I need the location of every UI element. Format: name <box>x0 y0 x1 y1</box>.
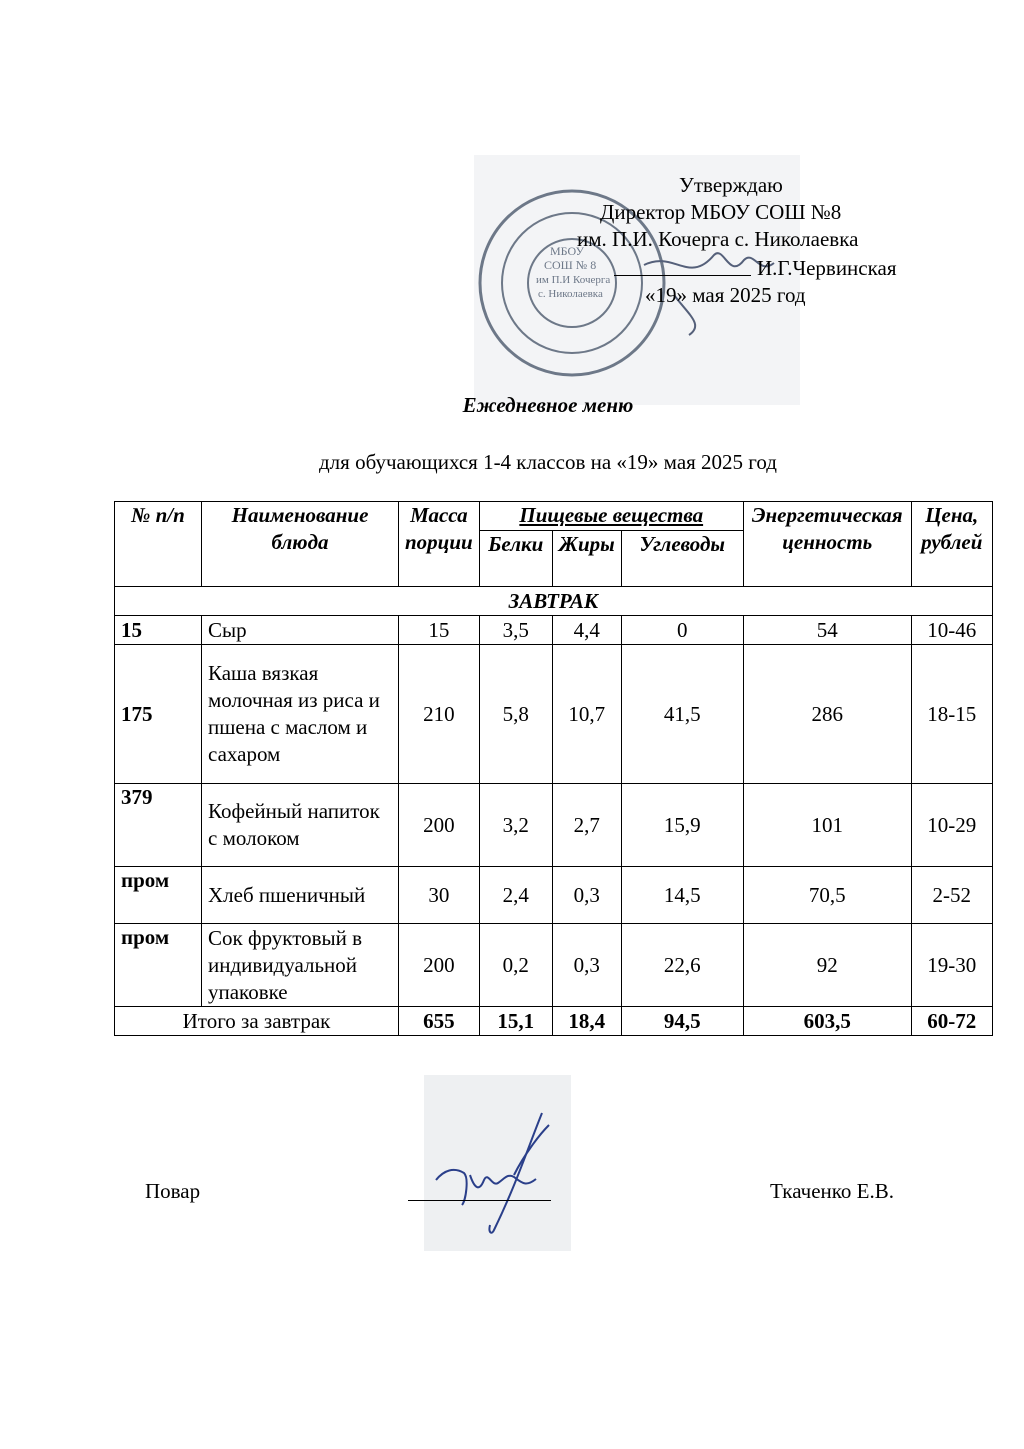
row-num: пром <box>115 867 202 924</box>
row-protein: 2,4 <box>479 867 552 924</box>
signature-line <box>614 275 751 276</box>
total-price: 60-72 <box>911 1007 992 1036</box>
row-energy: 92 <box>743 924 911 1007</box>
approval-position: Директор МБОУ СОШ №8 <box>600 200 842 224</box>
row-dish-name: Сыр <box>202 616 399 645</box>
row-fat: 0,3 <box>552 924 621 1007</box>
row-energy: 54 <box>743 616 911 645</box>
row-mass: 30 <box>399 867 480 924</box>
row-mass: 15 <box>399 616 480 645</box>
approval-school: им. П.И. Кочерга с. Николаевка <box>577 227 859 251</box>
row-dish-name: Каша вязкая молочная из риса и пшена с маслом и сахаром <box>202 645 399 784</box>
row-mass: 200 <box>399 924 480 1007</box>
table-row <box>115 645 993 784</box>
row-carbs: 0 <box>621 616 743 645</box>
menu-table <box>114 501 993 1036</box>
header-fat: Жиры <box>552 531 621 587</box>
row-dish-name: Хлеб пшеничный <box>202 867 399 924</box>
row-energy: 70,5 <box>743 867 911 924</box>
header-protein: Белки <box>479 531 552 587</box>
row-carbs: 14,5 <box>621 867 743 924</box>
total-fat: 18,4 <box>552 1007 621 1036</box>
approval-date: «19» мая 2025 год <box>645 283 806 307</box>
footer-role: Повар <box>145 1179 201 1203</box>
total-energy: 603,5 <box>743 1007 911 1036</box>
row-price: 2-52 <box>911 867 992 924</box>
row-num: 379 <box>115 784 202 867</box>
table-row <box>115 616 993 645</box>
section-breakfast: ЗАВТРАК <box>115 587 993 616</box>
total-row <box>115 1007 993 1036</box>
row-energy: 286 <box>743 645 911 784</box>
menu-title: Ежедневное меню <box>462 393 634 417</box>
svg-text:им П.И Кочерга: им П.И Кочерга <box>536 274 611 286</box>
total-label: Итого за завтрак <box>115 1007 399 1036</box>
table-row <box>115 784 993 867</box>
row-dish-name: Сок фруктовый в индивидуальной упаковке <box>202 924 399 1007</box>
header-price: Цена, рублей <box>911 502 992 587</box>
row-protein: 0,2 <box>479 924 552 1007</box>
row-price: 19-30 <box>911 924 992 1007</box>
row-energy: 101 <box>743 784 911 867</box>
row-mass: 200 <box>399 784 480 867</box>
row-num: 15 <box>115 616 202 645</box>
row-carbs: 22,6 <box>621 924 743 1007</box>
svg-text:СОШ № 8: СОШ № 8 <box>544 258 597 272</box>
row-num: пром <box>115 924 202 1007</box>
row-carbs: 41,5 <box>621 645 743 784</box>
header-num: № п/п <box>115 502 202 587</box>
total-protein: 15,1 <box>479 1007 552 1036</box>
header-name: Наименование блюда <box>202 502 399 587</box>
total-carbs: 94,5 <box>621 1007 743 1036</box>
menu-subtitle: для обучающихся 1-4 классов на «19» мая 2025 год <box>319 450 777 474</box>
svg-text:МБОУ: МБОУ <box>550 244 584 258</box>
table-row <box>115 867 993 924</box>
row-fat: 2,7 <box>552 784 621 867</box>
row-mass: 210 <box>399 645 480 784</box>
row-fat: 4,4 <box>552 616 621 645</box>
row-price: 10-46 <box>911 616 992 645</box>
header-nutrients: Пищевые вещества <box>479 502 743 531</box>
row-carbs: 15,9 <box>621 784 743 867</box>
total-mass: 655 <box>399 1007 480 1036</box>
approval-director-name: И.Г.Червинская <box>757 256 897 280</box>
row-num: 175 <box>115 645 202 784</box>
footer-name: Ткаченко Е.В. <box>770 1179 895 1203</box>
header-energy: Энергетическая ценность <box>743 502 911 587</box>
row-price: 10-29 <box>911 784 992 867</box>
row-protein: 5,8 <box>479 645 552 784</box>
row-dish-name: Кофейный напиток с молоком <box>202 784 399 867</box>
table-row <box>115 924 993 1007</box>
row-protein: 3,2 <box>479 784 552 867</box>
row-price: 18-15 <box>911 645 992 784</box>
svg-text:с. Николаевка: с. Николаевка <box>538 288 603 300</box>
cook-signature-line <box>408 1200 551 1201</box>
approval-label: Утверждаю <box>679 173 783 197</box>
header-carbs: Углеводы <box>621 531 743 587</box>
row-fat: 10,7 <box>552 645 621 784</box>
header-mass: Масса порции <box>399 502 480 587</box>
cook-signature-image <box>424 1075 571 1251</box>
row-fat: 0,3 <box>552 867 621 924</box>
row-protein: 3,5 <box>479 616 552 645</box>
